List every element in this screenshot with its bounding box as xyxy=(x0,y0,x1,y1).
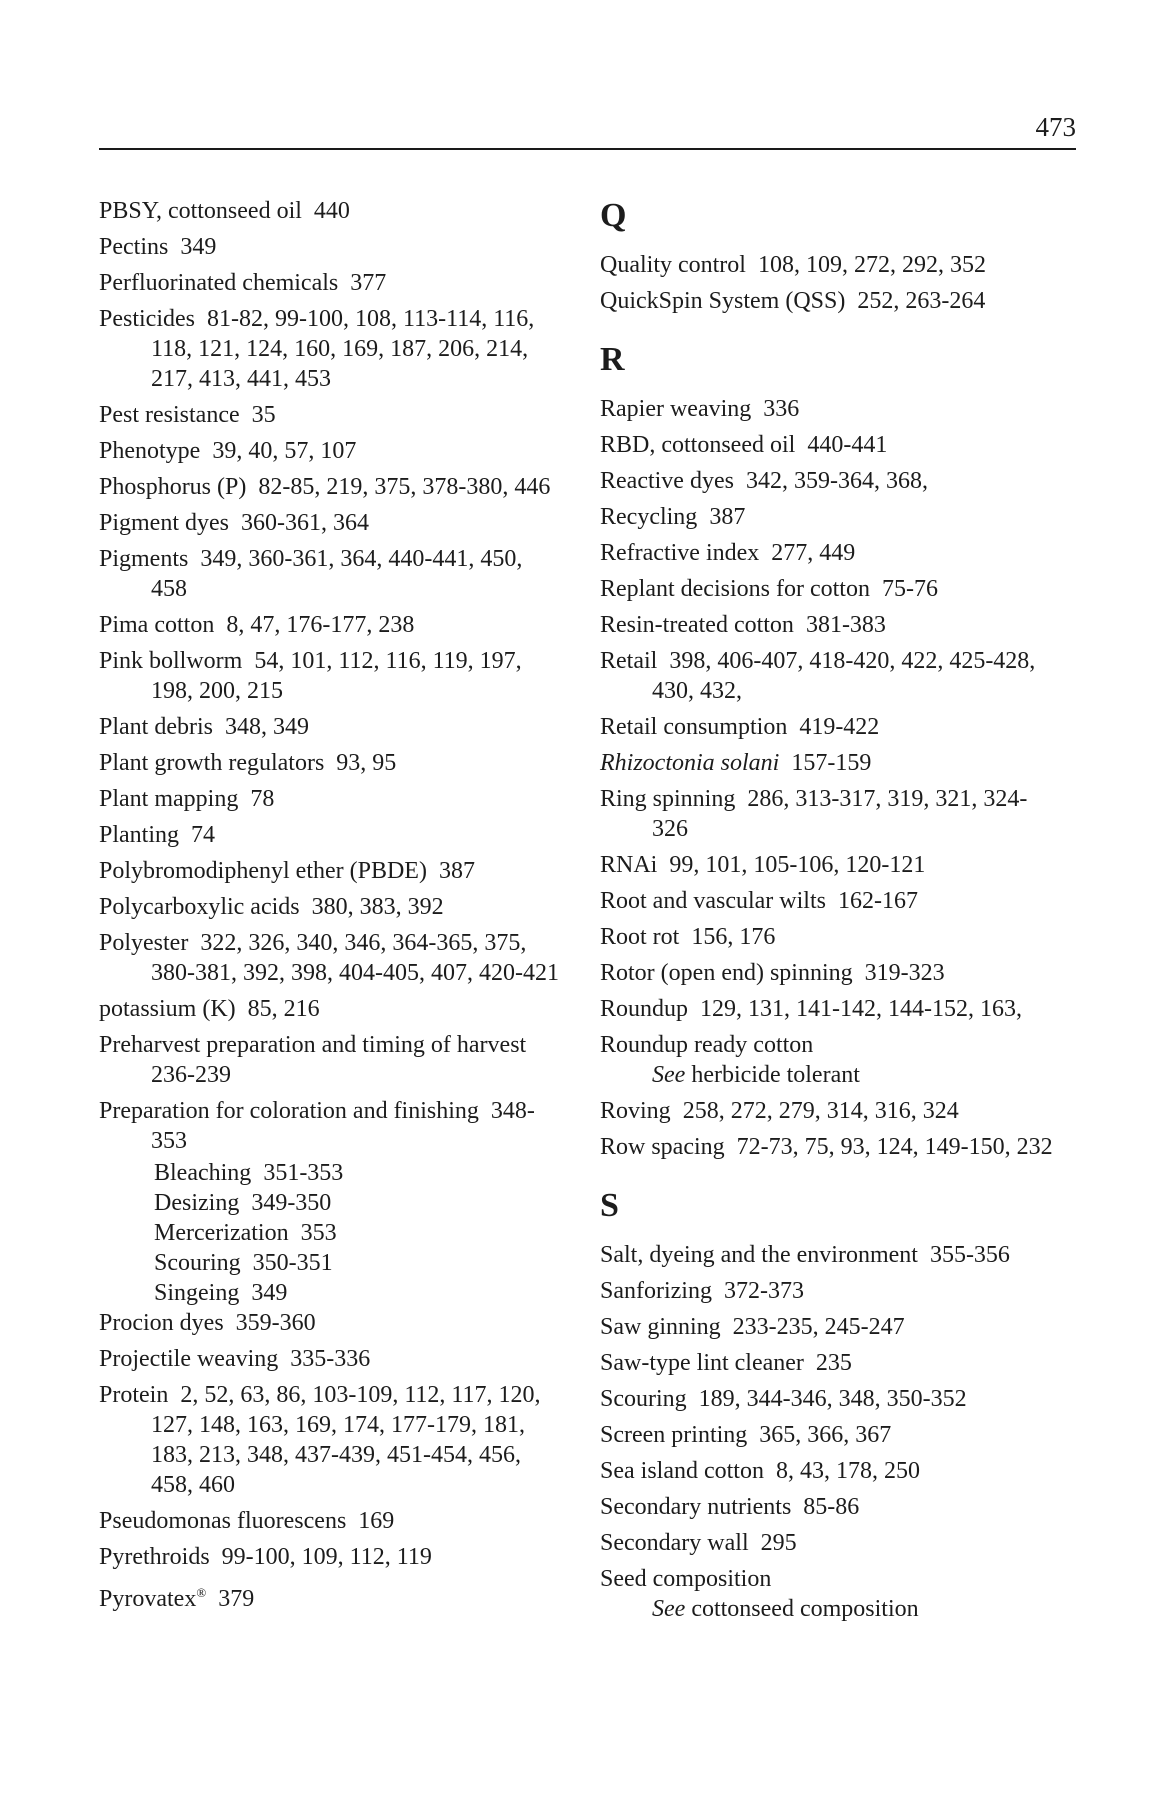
index-pages: 286, 313-317, 319, 321, 324- xyxy=(747,786,1028,812)
index-subentry xyxy=(99,1188,579,1218)
index-entry xyxy=(600,850,1090,880)
index-entry xyxy=(600,286,1090,316)
see-target: herbicide tolerant xyxy=(691,1062,860,1088)
index-pages: 360-361, 364 xyxy=(241,510,369,536)
index-pages: 156, 176 xyxy=(691,924,776,950)
index-pages: 380, 383, 392 xyxy=(311,894,444,920)
index-entry xyxy=(99,820,579,850)
index-pages: 353 xyxy=(300,1220,337,1246)
index-subentry xyxy=(99,1158,579,1188)
index-entry xyxy=(600,1312,1090,1342)
index-left-column xyxy=(99,196,579,1620)
index-term: Pyrovatex xyxy=(99,1586,197,1612)
index-pages: 387 xyxy=(709,504,746,530)
index-entry xyxy=(99,892,579,922)
index-pages: 252, 263-264 xyxy=(857,288,986,314)
index-entry xyxy=(99,928,579,988)
index-pages: 348, 349 xyxy=(225,714,309,740)
index-entry xyxy=(600,1276,1090,1306)
index-pages: 419-422 xyxy=(799,714,880,740)
index-term: Retail xyxy=(600,648,658,674)
index-pages: 74 xyxy=(191,822,216,848)
index-term: Preparation for coloration and finishing xyxy=(99,1098,479,1124)
index-term: Phenotype xyxy=(99,438,201,464)
index-pages: 233-235, 245-247 xyxy=(732,1314,905,1340)
index-pages-continued: 353 xyxy=(151,1128,187,1154)
index-term: Ring spinning xyxy=(600,786,736,812)
index-term: Quality control xyxy=(600,252,746,278)
index-entry xyxy=(99,472,579,502)
index-entry xyxy=(99,268,579,298)
index-term: Polyester xyxy=(99,930,189,956)
index-pages: 322, 326, 340, 346, 364-365, 375, xyxy=(200,930,527,956)
index-entry xyxy=(600,250,1090,280)
index-pages: 82-85, 219, 375, 378-380, 446 xyxy=(258,474,551,500)
index-term: Saw ginning xyxy=(600,1314,721,1340)
index-entry xyxy=(99,784,579,814)
index-entry xyxy=(600,1564,1090,1624)
index-entry xyxy=(600,1348,1090,1378)
index-entry xyxy=(600,646,1090,706)
index-entry xyxy=(600,748,1090,778)
index-term: Secondary nutrients xyxy=(600,1494,792,1520)
index-term: Saw-type lint cleaner xyxy=(600,1350,804,1376)
index-pages: 335-336 xyxy=(290,1346,371,1372)
index-pages: 365, 366, 367 xyxy=(759,1422,892,1448)
index-pages-continued: 430, 432, xyxy=(652,678,742,704)
index-pages: 99, 101, 105-106, 120-121 xyxy=(669,852,926,878)
index-entry xyxy=(600,1096,1090,1126)
index-term: Seed composition xyxy=(600,1566,772,1592)
index-pages: 81-82, 99-100, 108, 113-114, 116, xyxy=(207,306,535,332)
index-term: Resin-treated cotton xyxy=(600,612,794,638)
index-pages: 162-167 xyxy=(837,888,918,914)
index-pages: 381-383 xyxy=(805,612,886,638)
see-target: cottonseed composition xyxy=(691,1596,919,1622)
index-pages: 85, 216 xyxy=(247,996,320,1022)
index-term: Root rot xyxy=(600,924,680,950)
section-letter-r: R xyxy=(600,341,625,378)
index-entry xyxy=(600,922,1090,952)
index-entry xyxy=(99,232,579,262)
index-pages: 75-76 xyxy=(881,576,938,602)
index-term: Roundup ready cotton xyxy=(600,1032,814,1058)
index-pages-continued: 217, 413, 441, 453 xyxy=(151,366,331,392)
index-term: Rotor (open end) spinning xyxy=(600,960,853,986)
page-number: 473 xyxy=(1035,112,1076,142)
index-entry xyxy=(99,304,579,394)
index-term: Rapier weaving xyxy=(600,396,752,422)
index-pages: 78 xyxy=(250,786,275,812)
index-term: Row spacing xyxy=(600,1134,725,1160)
index-entry xyxy=(99,1578,579,1614)
index-pages: 129, 131, 141-142, 144-152, 163, xyxy=(700,996,1022,1022)
index-term: Salt, dyeing and the environment xyxy=(600,1242,918,1268)
index-subentry xyxy=(99,1248,579,1278)
index-term: Desizing xyxy=(154,1190,240,1216)
index-term: Sanforizing xyxy=(600,1278,712,1304)
index-term: Singeing xyxy=(154,1280,240,1306)
index-pages: 359-360 xyxy=(235,1310,316,1336)
section-letter-q: Q xyxy=(600,197,627,234)
index-pages: 157-159 xyxy=(791,750,872,776)
index-entry xyxy=(99,856,579,886)
index-pages: 349 xyxy=(251,1280,288,1306)
index-term: Sea island cotton xyxy=(600,1458,764,1484)
index-term: Retail consumption xyxy=(600,714,788,740)
index-entry xyxy=(600,1456,1090,1486)
index-entry xyxy=(99,1096,579,1156)
index-pages: 387 xyxy=(438,858,475,884)
index-pages-continued: 326 xyxy=(652,816,688,842)
index-pages: 35 xyxy=(251,402,276,428)
index-entry xyxy=(99,1506,579,1536)
index-term: Perfluorinated chemicals xyxy=(99,270,339,296)
index-entry xyxy=(600,610,1090,640)
index-pages: 336 xyxy=(763,396,800,422)
index-pages: 351-353 xyxy=(263,1160,344,1186)
index-entry xyxy=(99,196,579,226)
index-pages-continued: 236-239 xyxy=(151,1062,231,1088)
index-term: Pima cotton xyxy=(99,612,215,638)
index-entry xyxy=(600,1240,1090,1270)
index-pages-continued: 380-381, 392, 398, 404-405, 407, 420-421 xyxy=(151,960,559,986)
see-reference xyxy=(600,1594,1090,1624)
index-term: Procion dyes xyxy=(99,1310,224,1336)
index-term: potassium (K) xyxy=(99,996,236,1022)
index-term: Preharvest preparation and timing of harvest xyxy=(99,1032,527,1058)
index-entry xyxy=(600,958,1090,988)
index-pages: 349 xyxy=(180,234,217,260)
index-term: Polycarboxylic acids xyxy=(99,894,300,920)
index-term: Scouring xyxy=(600,1386,687,1412)
index-entry xyxy=(99,1308,579,1338)
index-pages-continued: 183, 213, 348, 437-439, 451-454, 456, xyxy=(151,1442,521,1468)
index-pages: 355-356 xyxy=(929,1242,1010,1268)
index-term: Pest resistance xyxy=(99,402,240,428)
index-subentry xyxy=(99,1218,579,1248)
index-term: Pesticides xyxy=(99,306,195,332)
index-entry xyxy=(600,886,1090,916)
index-entry xyxy=(99,748,579,778)
index-entry xyxy=(600,712,1090,742)
index-entry xyxy=(99,1030,579,1090)
index-entry xyxy=(600,1030,1090,1090)
index-term: Planting xyxy=(99,822,180,848)
index-term: Pigment dyes xyxy=(99,510,229,536)
index-term: RNAi xyxy=(600,852,658,878)
index-subentry xyxy=(99,1278,579,1308)
index-term: RBD, cottonseed oil xyxy=(600,432,796,458)
index-pages: 350-351 xyxy=(252,1250,333,1276)
index-term: Plant growth regulators xyxy=(99,750,325,776)
index-pages: 169 xyxy=(358,1508,395,1534)
index-entry xyxy=(99,436,579,466)
index-pages: 8, 47, 176-177, 238 xyxy=(226,612,415,638)
index-pages: 348- xyxy=(490,1098,535,1124)
index-pages: 295 xyxy=(760,1530,797,1556)
index-term: Pigments xyxy=(99,546,189,572)
index-term: Root and vascular wilts xyxy=(600,888,826,914)
index-term: Rhizoctonia solani xyxy=(600,750,780,776)
index-pages: 2, 52, 63, 86, 103-109, 112, 117, 120, xyxy=(180,1382,541,1408)
index-entry xyxy=(600,1492,1090,1522)
index-term: Bleaching xyxy=(154,1160,252,1186)
index-pages: 93, 95 xyxy=(336,750,397,776)
index-term: Roving xyxy=(600,1098,671,1124)
index-entry xyxy=(99,994,579,1024)
index-entry xyxy=(600,1420,1090,1450)
see-label: See xyxy=(652,1062,686,1088)
index-term: Protein xyxy=(99,1382,169,1408)
index-pages: 189, 344-346, 348, 350-352 xyxy=(698,1386,967,1412)
index-term: Mercerization xyxy=(154,1220,289,1246)
index-pages: 258, 272, 279, 314, 316, 324 xyxy=(682,1098,959,1124)
index-term: Refractive index xyxy=(600,540,760,566)
index-pages: 372-373 xyxy=(723,1278,804,1304)
index-pages: 379 xyxy=(218,1586,255,1612)
index-term: Scouring xyxy=(154,1250,241,1276)
index-term: Pectins xyxy=(99,234,169,260)
see-label: See xyxy=(652,1596,686,1622)
index-term: Pink bollworm xyxy=(99,648,243,674)
index-right-column xyxy=(600,196,1090,1630)
index-pages: 377 xyxy=(350,270,387,296)
index-pages-continued: 198, 200, 215 xyxy=(151,678,283,704)
index-entry xyxy=(99,1542,579,1572)
index-term: QuickSpin System (QSS) xyxy=(600,288,846,314)
index-term: Phosphorus (P) xyxy=(99,474,247,500)
index-term: Recycling xyxy=(600,504,698,530)
index-entry xyxy=(600,1528,1090,1558)
index-pages: 277, 449 xyxy=(771,540,856,566)
index-entry xyxy=(600,784,1090,844)
index-entry xyxy=(99,610,579,640)
index-pages: 54, 101, 112, 116, 119, 197, xyxy=(254,648,522,674)
index-term: Pyrethroids xyxy=(99,1544,210,1570)
index-term: PBSY, cottonseed oil xyxy=(99,198,302,224)
index-pages-continued: 458, 460 xyxy=(151,1472,235,1498)
index-entry xyxy=(600,1132,1090,1162)
index-pages: 440 xyxy=(313,198,350,224)
index-term: Plant mapping xyxy=(99,786,239,812)
index-entry xyxy=(600,1384,1090,1414)
header-rule xyxy=(99,148,1076,150)
index-pages: 99-100, 109, 112, 119 xyxy=(221,1544,432,1570)
index-term: Pseudomonas fluorescens xyxy=(99,1508,347,1534)
index-entry xyxy=(99,544,579,604)
index-entry xyxy=(99,1380,579,1500)
index-entry xyxy=(99,400,579,430)
index-pages: 8, 43, 178, 250 xyxy=(775,1458,920,1484)
index-pages: 398, 406-407, 418-420, 422, 425-428, xyxy=(669,648,1036,674)
superscript-mark: ® xyxy=(196,1585,207,1600)
index-entry xyxy=(600,466,1090,496)
index-entry xyxy=(99,646,579,706)
index-pages: 72-73, 75, 93, 124, 149-150, 232 xyxy=(736,1134,1053,1160)
index-term: Projectile weaving xyxy=(99,1346,279,1372)
index-pages: 342, 359-364, 368, xyxy=(745,468,928,494)
index-term: Roundup xyxy=(600,996,689,1022)
index-pages: 319-323 xyxy=(864,960,945,986)
index-term: Plant debris xyxy=(99,714,213,740)
subentry-group xyxy=(99,1158,579,1308)
index-entry xyxy=(600,994,1090,1024)
index-entry xyxy=(600,394,1090,424)
index-entry xyxy=(99,508,579,538)
index-entry xyxy=(600,502,1090,532)
index-entry xyxy=(600,430,1090,460)
index-pages: 440-441 xyxy=(807,432,888,458)
index-pages-continued: 127, 148, 163, 169, 174, 177-179, 181, xyxy=(151,1412,525,1438)
index-term: Secondary wall xyxy=(600,1530,749,1556)
index-pages: 108, 109, 272, 292, 352 xyxy=(757,252,986,278)
index-term: Screen printing xyxy=(600,1422,748,1448)
see-reference xyxy=(600,1060,1090,1090)
index-entry xyxy=(600,574,1090,604)
index-entry xyxy=(99,1344,579,1374)
index-pages-continued: 458 xyxy=(151,576,187,602)
index-pages: 235 xyxy=(815,1350,852,1376)
index-term: Replant decisions for cotton xyxy=(600,576,870,602)
index-term: Polybromodiphenyl ether (PBDE) xyxy=(99,858,427,884)
index-pages: 349, 360-361, 364, 440-441, 450, xyxy=(200,546,523,572)
index-pages: 349-350 xyxy=(251,1190,332,1216)
index-pages: 39, 40, 57, 107 xyxy=(212,438,357,464)
index-term: Reactive dyes xyxy=(600,468,734,494)
index-pages-continued: 118, 121, 124, 160, 169, 187, 206, 214, xyxy=(151,336,529,362)
index-pages: 85-86 xyxy=(803,1494,860,1520)
section-letter-s: S xyxy=(600,1187,619,1224)
index-entry xyxy=(99,712,579,742)
index-entry xyxy=(600,538,1090,568)
